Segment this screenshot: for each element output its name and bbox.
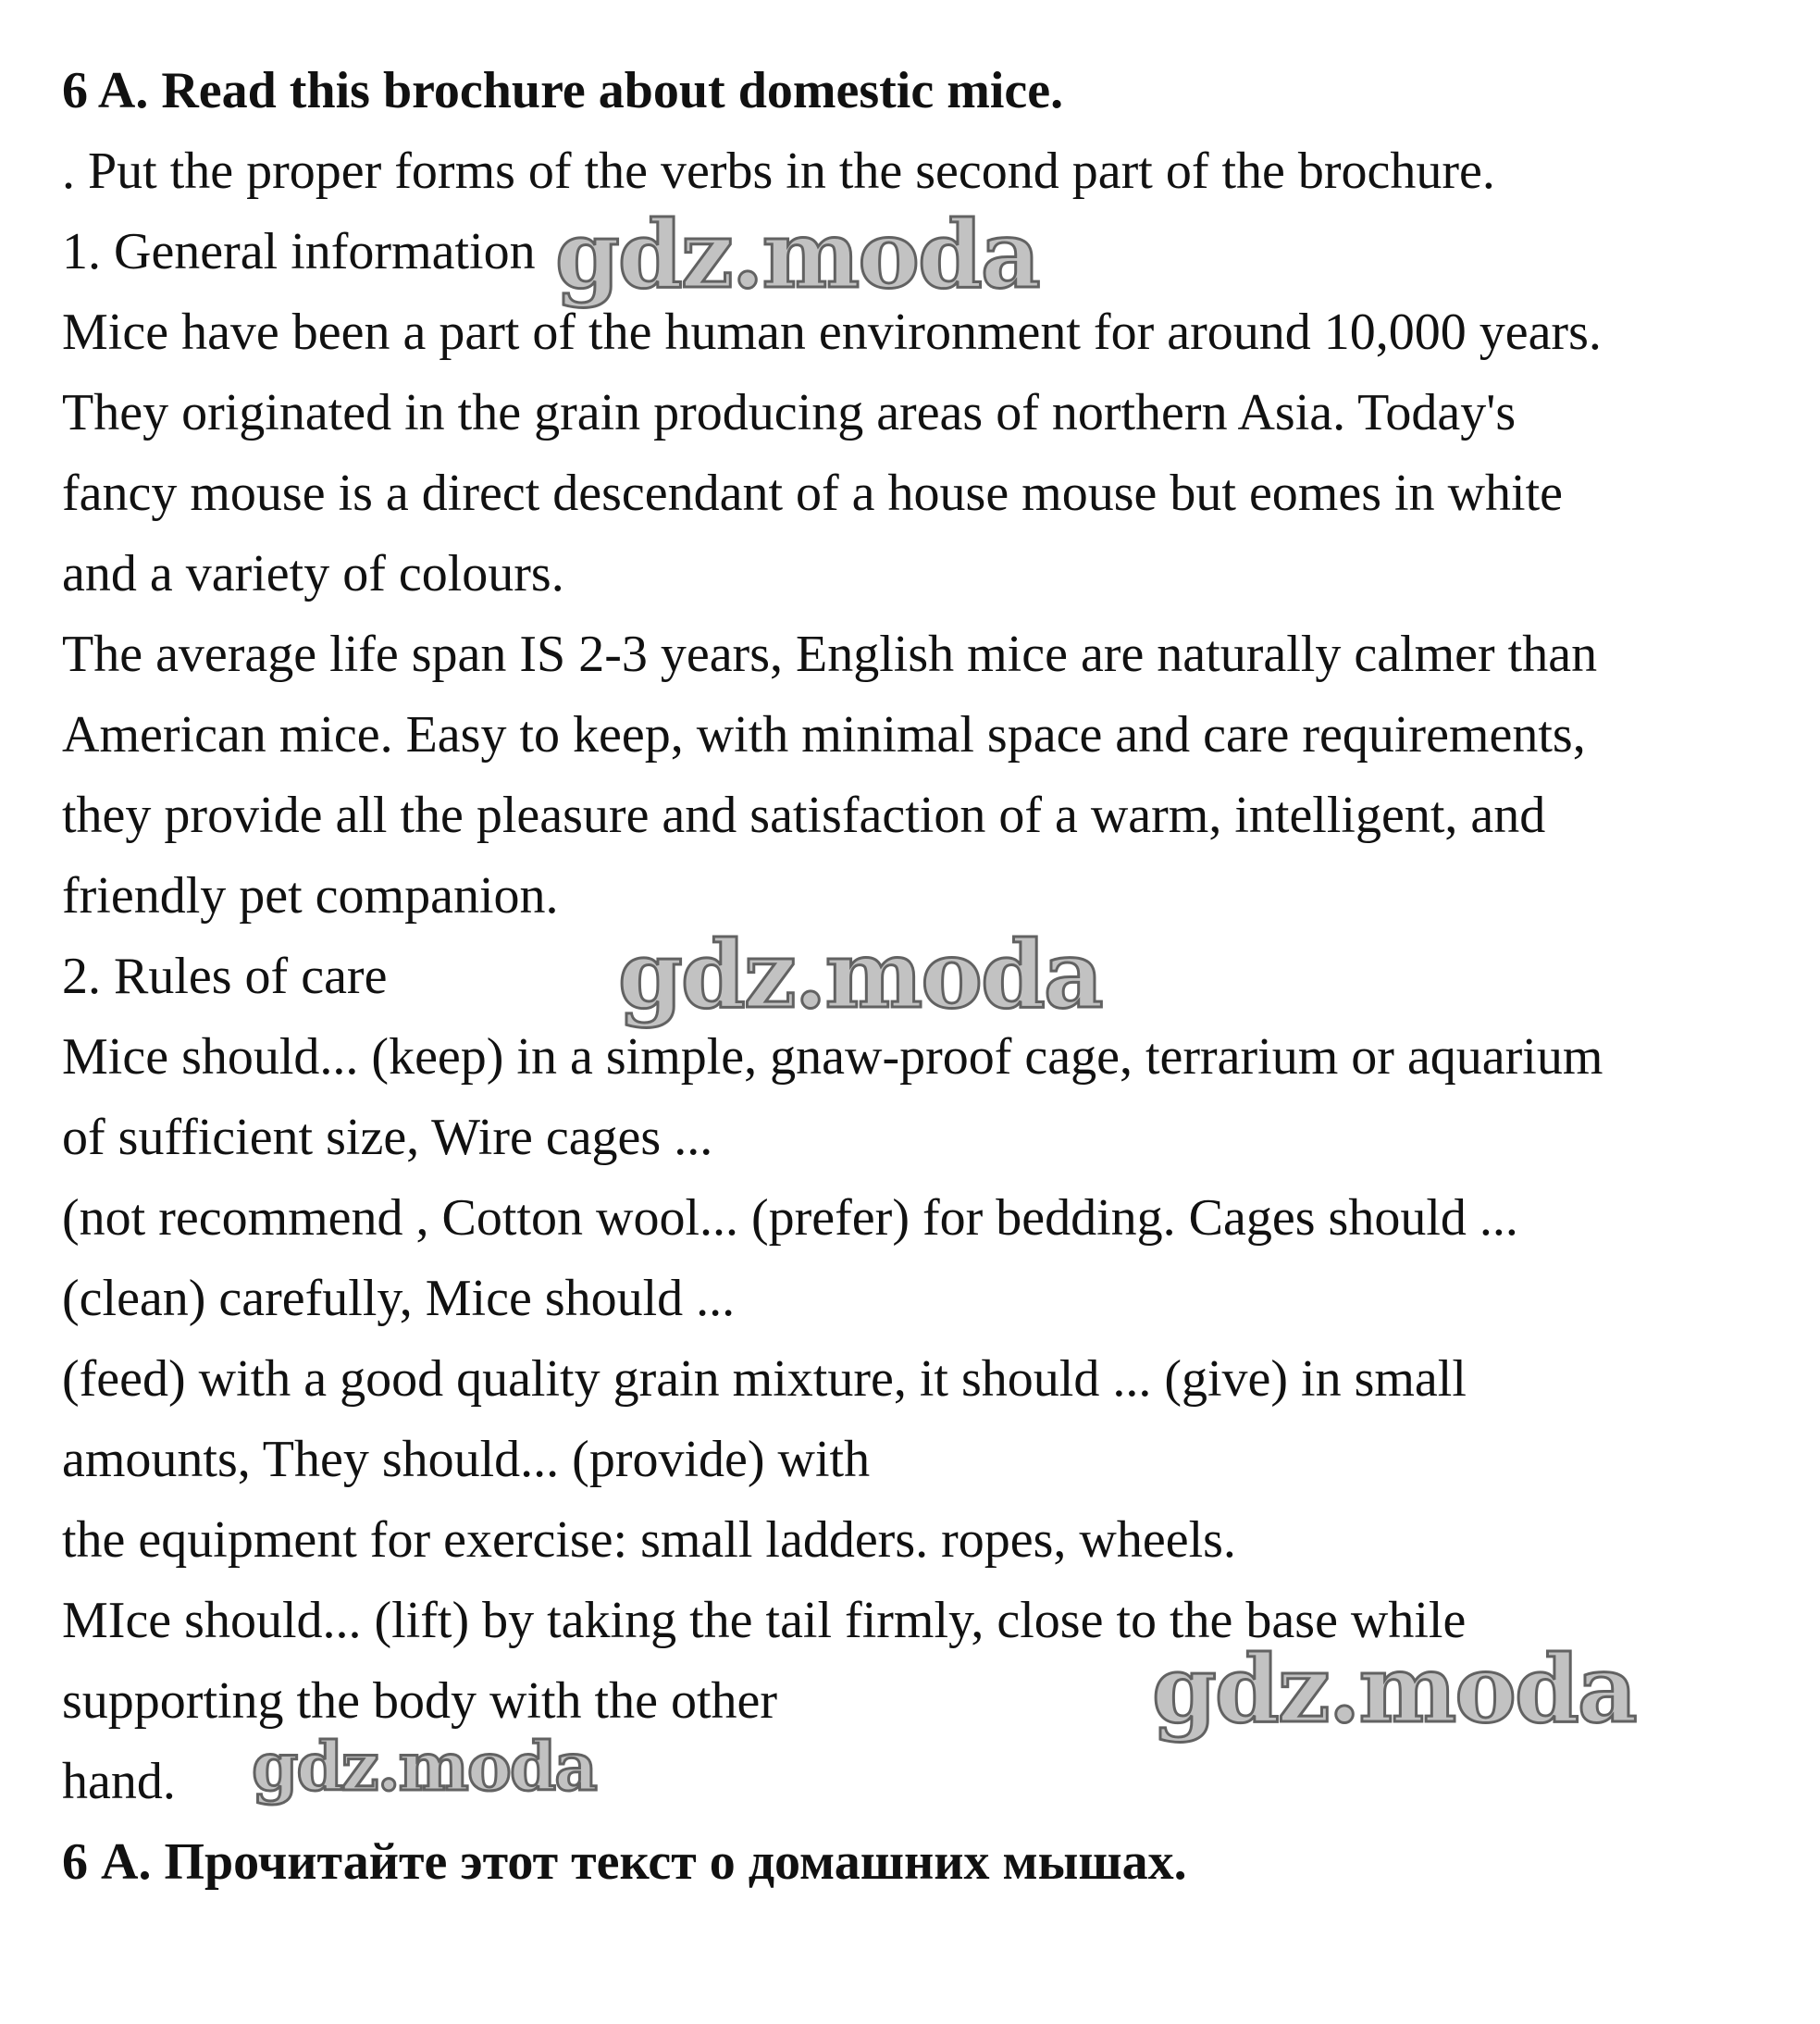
exercise-instruction: . Put the proper forms of the verbs in the second part of the brochure. xyxy=(62,143,1495,200)
paragraph-line: fancy mouse is a direct descendant of a house mouse but eomes in white xyxy=(62,465,1563,522)
paragraph-line: amounts, They should... (provide) with xyxy=(62,1431,871,1488)
paragraph-line: The average life span IS 2-3 years, English mice are naturally calmer than xyxy=(62,626,1598,683)
paragraph-line: they provide all the pleasure and satisfaction of a warm, intelligent, and xyxy=(62,787,1546,844)
exercise-heading-russian: 6 А. Прочитайте этот текст о домашних мышах. xyxy=(62,1833,1187,1891)
paragraph-line: Mice have been a part of the human environment for around 10,000 years. xyxy=(62,304,1602,361)
paragraph-line: hand. xyxy=(62,1753,176,1810)
watermark: gdz.moda xyxy=(618,920,1102,1029)
section-title-rules-of-care: 2. Rules of care xyxy=(62,948,388,1005)
paragraph-line: (feed) with a good quality grain mixture, it should ... (give) in small xyxy=(62,1350,1467,1408)
watermark: gdz.moda xyxy=(252,1727,596,1806)
watermark: gdz.moda xyxy=(1152,1634,1636,1744)
exercise-heading: 6 A. Read this brochure about domestic mice. xyxy=(62,62,1064,119)
paragraph-line: of sufficient size, Wire cages ... xyxy=(62,1109,713,1166)
paragraph-line: supporting the body with the other xyxy=(62,1672,778,1730)
paragraph-line: Mice should... (keep) in a simple, gnaw-proof cage, terrarium or aquarium xyxy=(62,1028,1603,1086)
watermark: gdz.moda xyxy=(555,200,1039,309)
paragraph-line: MIce should... (lift) by taking the tail firmly, close to the base while xyxy=(62,1592,1467,1649)
paragraph-line: the equipment for exercise: small ladders. ropes, wheels. xyxy=(62,1511,1236,1569)
paragraph-line: American mice. Easy to keep, with minimal space and care requirements, xyxy=(62,706,1586,764)
paragraph-line: (clean) carefully, Mice should ... xyxy=(62,1270,736,1327)
paragraph-line: (not recommend , Cotton wool... (prefer) for bedding. Cages should ... xyxy=(62,1189,1518,1247)
paragraph-line: and a variety of colours. xyxy=(62,545,564,602)
section-title-general-information: 1. General information xyxy=(62,223,536,280)
paragraph-line: They originated in the grain producing areas of northern Asia. Today's xyxy=(62,384,1517,441)
paragraph-line: friendly pet companion. xyxy=(62,867,559,925)
